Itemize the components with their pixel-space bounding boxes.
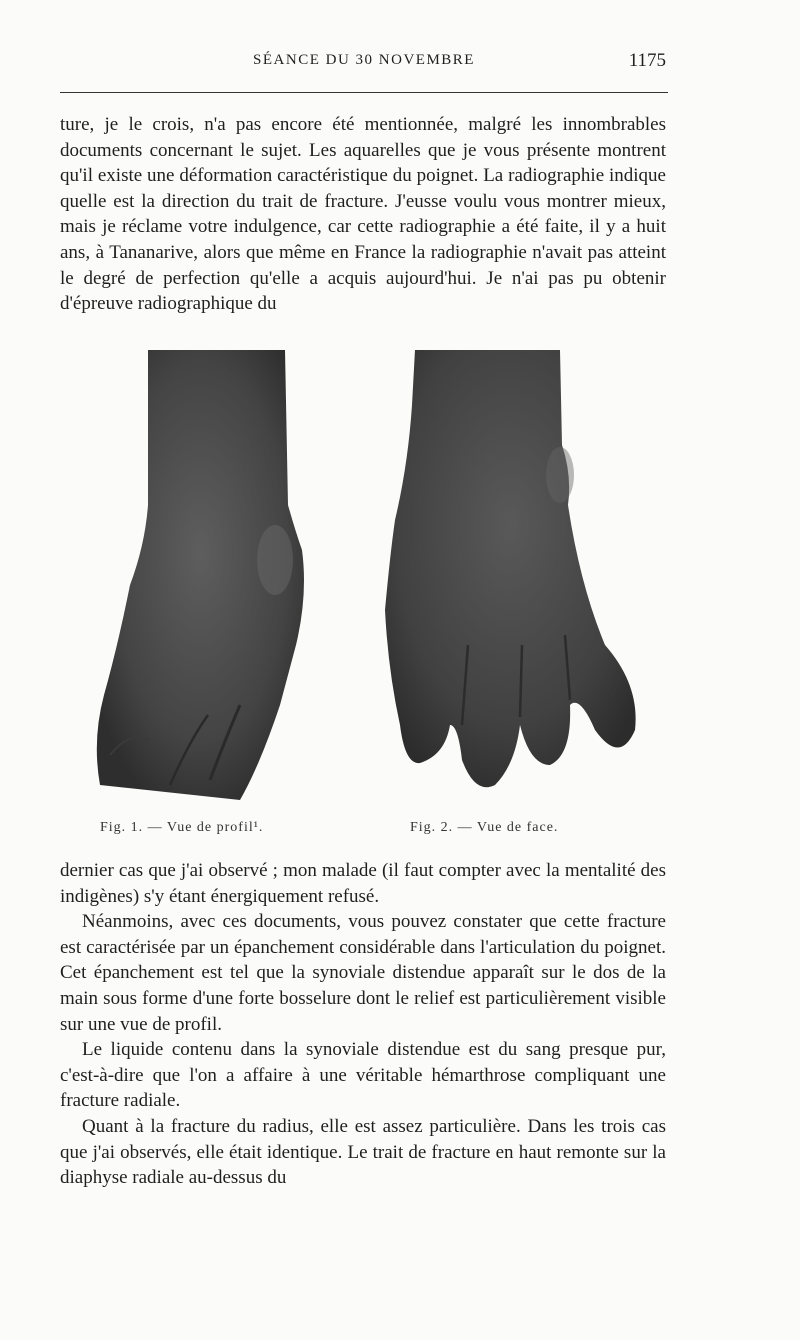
page-header (60, 50, 668, 80)
body-text-top (60, 112, 666, 317)
paragraph: Néanmoins, avec ces documents, vous pouvez constater que cette fracture est caractérisée par un épanchement considérable dans l'articulation du poignet. Cet épanchement est tel que la synoviale distendue apparaît sur le dos de la main sous forme d'une forte bosselure dont le relief est particulièrement visible sur une vue de profil. (60, 911, 666, 1035)
figure-plates (90, 345, 650, 815)
paragraph: Le liquide contenu dans la synoviale distendue est du sang presque pur, c'est-à-dire que l'on a affaire à une véritable hémarthrose compliquant une fracture radiale. (60, 1039, 666, 1112)
paragraph: ture, je le crois, n'a pas encore été mentionnée, malgré les innombrables documents concernant le sujet. Les aquarelles que je vous présente montrent qu'il existe une déformation caractéristique du poignet. La radiographie indique quelle est la direction du trait de fracture. J'eusse voulu vous montrer mieux, mais je réclame votre indulgence, car cette radiographie a été faite, il y a huit ans, à Tananarive, alors que même en France la radiographie n'avait pas atteint le degré de perfection qu'elle a acquis aujourd'hui. Je n'ai pas pu obtenir d'épreuve radiographique du (60, 114, 666, 315)
hands-illustration (90, 345, 650, 815)
header-rule (60, 92, 668, 93)
figure-2-caption: Fig. 2. — Vue de face. (410, 820, 559, 835)
body-text-bottom (60, 858, 666, 1191)
figure-2-front-hand (385, 350, 636, 787)
figure-1-caption: Fig. 1. — Vue de profil¹. (100, 820, 264, 835)
paragraph: dernier cas que j'ai observé ; mon malade (il faut compter avec la mentalité des indigènes) s'y étant énergiquement refusé. (60, 860, 666, 907)
page-number: 1175 (628, 50, 666, 71)
figure-1-profile-hand (97, 350, 304, 800)
paragraph: Quant à la fracture du radius, elle est assez particulière. Dans les trois cas que j'ai observés, elle était identique. Le trait de fracture en haut remonte sur la diaphyse radiale au-dessus du (60, 1115, 666, 1189)
running-title: SÉANCE DU 30 NOVEMBRE (253, 52, 475, 68)
